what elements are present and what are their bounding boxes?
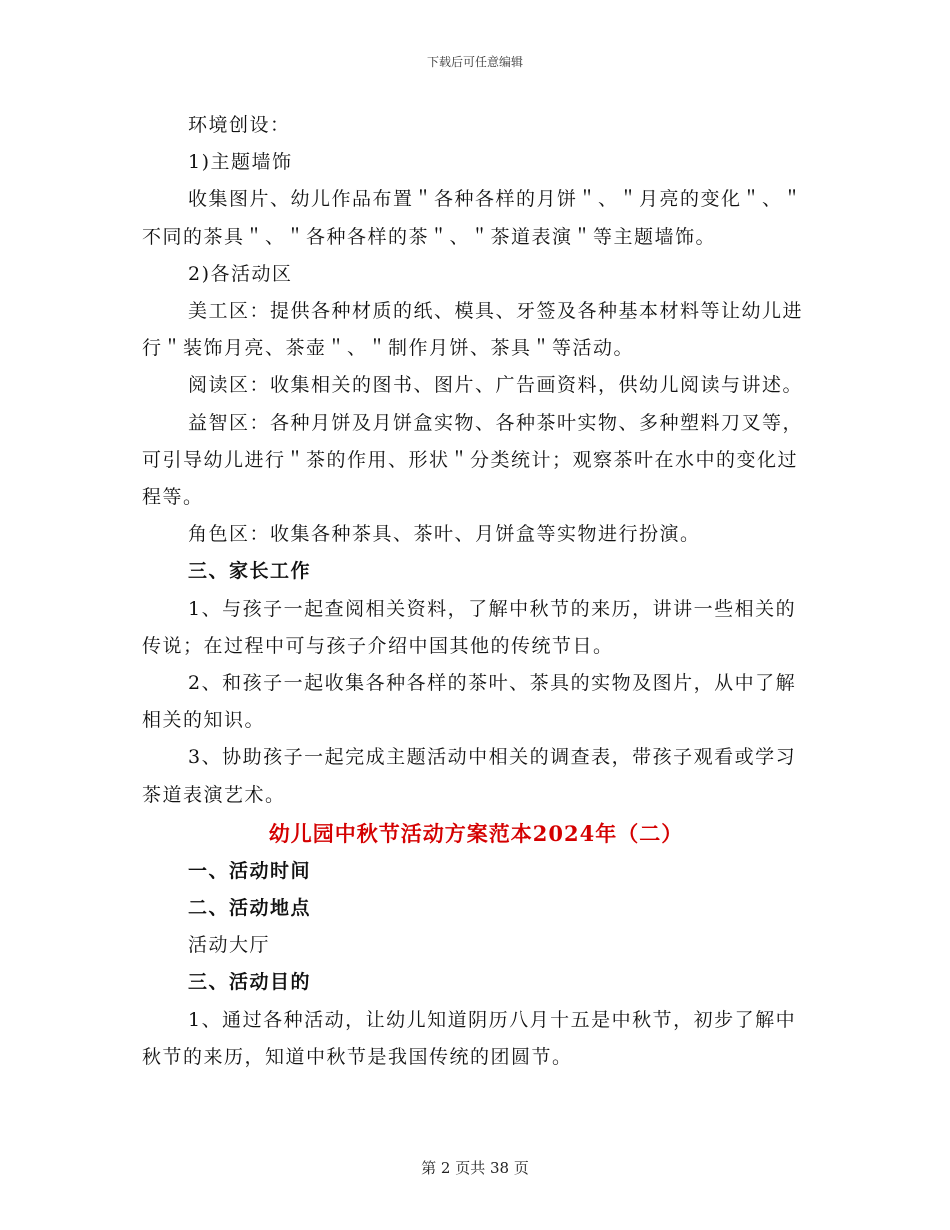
paragraph-parent-2: 2、和孩子一起收集各种各样的茶叶、茶具的实物及图片，从中了解相关的知识。 [142,672,797,732]
paragraph-activity-hall: 活动大厅 [188,934,271,957]
document-body [142,107,810,1076]
paragraph-purpose-1: 1、通过各种活动，让幼儿知道阴历八月十五是中秋节，初步了解中秋节的来历，知道中秋节是我国传统的团圆节。 [142,1008,797,1068]
paragraph-puzzle-area: 益智区：各种月饼及月饼盒实物、各种茶叶实物、多种塑料刀叉等，可引导幼儿进行＂茶的作用、形状＂分类统计；观察茶叶在水中的变化过程等。 [142,411,804,509]
paragraph-parent-1: 1、与孩子一起查阅相关资料，了解中秋节的来历，讲讲一些相关的传说；在过程中可与孩子介绍中国其他的传统节日。 [142,597,797,657]
page-footer: 第 2 页共 38 页 [421,1159,529,1177]
heading-parent-work: 三、家长工作 [188,560,312,583]
paragraph-theme-wall: 1)主题墙饰 [188,151,293,174]
paragraph-activity-areas: 2)各活动区 [188,262,293,285]
heading-activity-purpose: 三、活动目的 [188,971,312,994]
paragraph-environment: 环境创设： [188,114,291,136]
paragraph-wall-content: 收集图片、幼儿作品布置＂各种各样的月饼＂、＂月亮的变化＂、＂不同的茶具＂、＂各种各样的茶＂、＂茶道表演＂等主题墙饰。 [142,188,804,248]
heading-activity-place: 二、活动地点 [188,897,312,920]
heading-activity-time: 一、活动时间 [188,859,312,882]
page-header: 下载后可任意编辑 [426,55,523,69]
section-title: 幼儿园中秋节活动方案范本2024年（二） [268,820,684,846]
paragraph-role-area: 角色区：收集各种茶具、茶叶、月饼盒等实物进行扮演。 [188,523,701,546]
paragraph-art-area: 美工区：提供各种材质的纸、模具、牙签及各种基本材料等让幼儿进行＂装饰月亮、茶壶＂、＂制作月饼、茶具＂等活动。 [142,300,804,360]
paragraph-parent-3: 3、协助孩子一起完成主题活动中相关的调查表，带孩子观看或学习茶道表演艺术。 [142,746,797,806]
paragraph-reading-area: 阅读区：收集相关的图书、图片、广告画资料，供幼儿阅读与讲述。 [188,374,804,397]
